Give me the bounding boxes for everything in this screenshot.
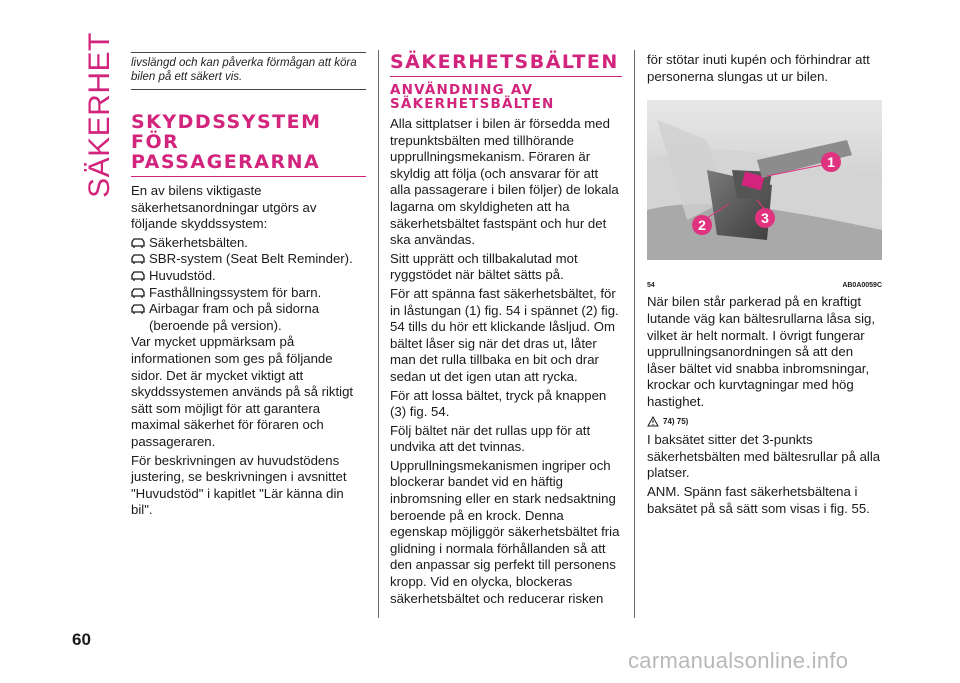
- list-item: [131, 235, 366, 252]
- callout-3: [755, 208, 775, 228]
- section-side-title: [83, 32, 116, 198]
- list-item-text: Säkerhetsbälten.: [149, 234, 248, 250]
- warning-reference: [647, 414, 882, 431]
- body-paragraph: Var mycket uppmärksam på informationen som ges på följande sidor. Det är mycket viktigt att skyddssystemen används på så riktigt sätt som möjligt för att garantera maximal säkerhet för föraren och passageraren.: [131, 334, 354, 449]
- subheading-use-of-seat-belts: ANVÄNDNING AV SÄKERHETSBÄLTEN: [390, 82, 555, 112]
- callout-2: [692, 215, 712, 235]
- body-paragraph: För beskrivningen av huvudstödens justering, se beskrivningen i avsnittet "Huvudstöd" i kapitlet "Lär känna din bil".: [131, 452, 347, 518]
- body-paragraph: Sitt upprätt och tillbakalutad mot ryggstödet när bältet sätts på.: [390, 250, 578, 283]
- list-item: [131, 268, 366, 285]
- car-bullet-icon: [131, 237, 145, 249]
- svg-text:2: 2: [698, 217, 706, 234]
- figure-number: 54: [647, 281, 655, 289]
- body-paragraph: för stötar inuti kupén och förhindrar att personerna slungas ut ur bilen.: [647, 52, 870, 84]
- body-paragraph: För att spänna fast säkerhetsbältet, för in låstungan (1) fig. 54 i spännet (2) fig. 54 tills du hör ett klickande låsljud. Om bältet låser sig när det dras ut, låter man det rulla tillbaka en bit och drar sedan ut det igen utan att rycka.: [390, 285, 619, 384]
- figure-seatbelt-buckle: [647, 87, 882, 294]
- list-item-text: Fasthållningssystem för barn.: [149, 284, 322, 300]
- body-paragraph: ANM. Spänn fast säkerhetsbältena i baksätet på så sätt som visas i fig. 55.: [647, 483, 870, 516]
- callout-1: [821, 152, 841, 172]
- car-bullet-icon: [131, 303, 145, 315]
- seatbelt-buckle-illustration: [647, 95, 882, 265]
- column-3: [647, 52, 882, 519]
- page-number: 60: [72, 630, 91, 649]
- svg-text:1: 1: [827, 154, 835, 171]
- continued-note: livslängd och kan påverka förmågan att köra bilen på ett säkert vis.: [131, 52, 366, 90]
- body-paragraph: Alla sittplatser i bilen är försedda med trepunktsbälten med tillhörande upprullningsmekanism. Föraren är skyldig att följa (och ansvarar för att alla passagerare i bilen följer) de lokala lagarna om skyldigheten att ha säkerhetsbältet fastspänt och hur det ska användas.: [390, 116, 619, 248]
- side-title-text: SÄKERHET: [83, 32, 116, 198]
- column-1: [131, 52, 366, 521]
- figure-caption: [647, 278, 882, 295]
- car-bullet-icon: [131, 253, 145, 265]
- body-paragraph: När bilen står parkerad på en kraftigt lutande väg kan bältesrullarna låsa sig, vilket är helt normalt. I övrigt fungerar upprullningsanordningen så att den låser bältet vid snabba inbromsningar, krockar och kurvtagningar med hög hastighet.: [647, 294, 875, 409]
- car-bullet-icon: [131, 287, 145, 299]
- list-item-text: SBR-system (Seat Belt Reminder).: [149, 251, 353, 267]
- car-bullet-icon: [131, 270, 145, 282]
- heading-passenger-protection: SKYDDSSYSTEM FÖR PASSAGERARNA: [131, 112, 366, 177]
- warning-triangle-icon: [647, 416, 659, 427]
- column-divider: [634, 50, 635, 618]
- column-divider: [378, 50, 379, 618]
- intro-text: En av bilens viktigaste säkerhetsanordningar utgörs av följande skyddssystem:: [131, 183, 317, 232]
- body-paragraph: I baksätet sitter det 3-punkts säkerhetsbälten med bältesrullar på alla platser.: [647, 432, 881, 481]
- heading-seat-belts: SÄKERHETSBÄLTEN: [390, 52, 622, 77]
- list-item: [131, 301, 366, 334]
- figure-code: AB0A0059C: [842, 281, 882, 289]
- body-paragraph: För att lossa bältet, tryck på knappen (3) fig. 54.: [390, 387, 607, 420]
- list-item-text: Huvudstöd.: [149, 267, 216, 283]
- watermark: carmanualsonline.info: [628, 648, 849, 673]
- column-2: [390, 52, 622, 609]
- body-paragraph: Följ bältet när det rullas upp för att undvika att det tvinnas.: [390, 422, 591, 455]
- list-item-text: Airbagar fram och på sidorna (beroende på version).: [149, 301, 320, 333]
- list-item: [131, 285, 366, 302]
- warning-refs-text: 74) 75): [663, 416, 689, 426]
- body-paragraph: Upprullningsmekanismen ingriper och blockerar bandet vid en häftig inbromsning eller en stark nedsaktning beroende på en krock. Denna egenskap möjliggör säkerhetsbältet fria glidning i normala förhållanden så att den anpassar sig perfekt till personens kropp. Vid en olycka, blockeras säkerhetsbältet och reducerar risken: [390, 457, 620, 606]
- list-item: [131, 251, 366, 268]
- svg-text:3: 3: [761, 210, 769, 227]
